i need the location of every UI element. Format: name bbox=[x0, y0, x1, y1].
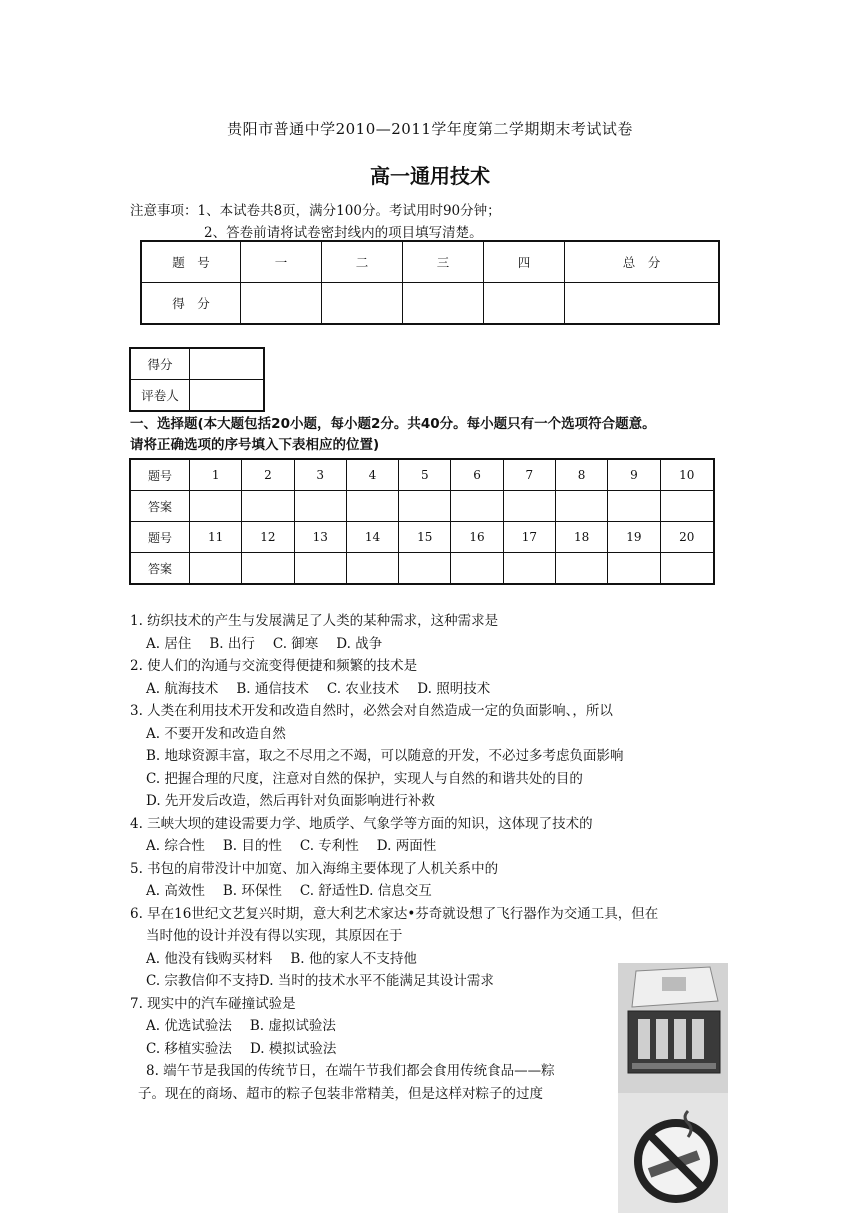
option: A. 高效性 bbox=[146, 883, 205, 899]
answer-cell[interactable] bbox=[399, 491, 451, 522]
answer-num-cell: 11 bbox=[190, 522, 242, 553]
option: D. 照明技术 bbox=[417, 680, 491, 697]
question-stem: 7. 现实中的汽车碰撞试验是 bbox=[130, 995, 296, 1012]
gift-box-photo-icon bbox=[618, 963, 728, 1093]
answer-label: 答案 bbox=[130, 491, 190, 522]
subject-title: 高一通用技术 bbox=[370, 164, 490, 188]
answer-cell[interactable] bbox=[451, 553, 503, 585]
answer-num-cell: 13 bbox=[294, 522, 346, 553]
answer-cell[interactable] bbox=[242, 553, 294, 585]
gift-box-photo-graphic bbox=[618, 963, 728, 1093]
answer-cell[interactable] bbox=[555, 553, 607, 585]
option: A. 综合性 bbox=[146, 838, 205, 854]
notice-line-2: 2、答卷前请将试卷密封线内的项目填写清楚。 bbox=[204, 225, 483, 241]
question-options bbox=[130, 880, 730, 903]
question-stem: 3. 人类在利用技术开发和改造自然时，必然会对自然造成一定的负面影响、，所以 bbox=[130, 703, 613, 719]
option: A. 优选试验法 bbox=[146, 1018, 232, 1034]
answer-table bbox=[129, 458, 715, 585]
option: D. 模拟试验法 bbox=[249, 1040, 337, 1057]
score-cell[interactable] bbox=[565, 283, 720, 325]
score-header-cell: 题 号 bbox=[141, 241, 241, 283]
score-cell[interactable] bbox=[241, 283, 322, 325]
answer-num-label: 题号 bbox=[130, 522, 190, 553]
option: B. 目的性 bbox=[222, 838, 282, 854]
option: D. 战争 bbox=[336, 635, 383, 652]
answer-cell[interactable] bbox=[190, 553, 242, 585]
question-stem: 2. 使人们的沟通与交流变得便捷和频繁的技术是 bbox=[130, 658, 418, 674]
answer-num-cell: 1 bbox=[190, 459, 242, 491]
answer-num-cell: 8 bbox=[555, 459, 607, 491]
answer-cell[interactable] bbox=[660, 491, 714, 522]
answer-num-cell: 6 bbox=[451, 459, 503, 491]
answer-cell[interactable] bbox=[555, 491, 607, 522]
option: C. 农业技术 bbox=[326, 680, 400, 697]
option: C. 把握合理的尺度，注意对自然的保护，实现人与自然的和谐共处的目的 bbox=[146, 770, 583, 787]
answer-num-cell: 10 bbox=[660, 459, 714, 491]
answer-num-cell: 2 bbox=[242, 459, 294, 491]
question-stem: 5. 书包的肩带没计中加宽、加入海绵主要体现了人机关系中的 bbox=[130, 860, 499, 877]
answer-num-cell: 18 bbox=[555, 522, 607, 553]
option: B. 他的家人不支持他 bbox=[290, 950, 417, 967]
no-smoking-sign-icon bbox=[618, 1093, 728, 1213]
answer-num-cell: 5 bbox=[399, 459, 451, 491]
question-options bbox=[130, 633, 730, 656]
answer-num-cell: 14 bbox=[346, 522, 398, 553]
score-row-label: 得 分 bbox=[141, 283, 241, 325]
option: A. 不要开发和改造自然 bbox=[146, 725, 286, 742]
answer-num-cell: 3 bbox=[294, 459, 346, 491]
answer-num-cell: 15 bbox=[399, 522, 451, 553]
score-table bbox=[140, 240, 720, 325]
grader-score-cell[interactable] bbox=[190, 348, 265, 380]
score-header-cell: 总 分 bbox=[565, 241, 720, 283]
option: B. 出行 bbox=[209, 635, 255, 652]
grader-name-label: 评卷人 bbox=[130, 380, 190, 412]
grader-score-label: 得分 bbox=[130, 348, 190, 380]
score-header-cell: 三 bbox=[403, 241, 484, 283]
answer-cell[interactable] bbox=[294, 491, 346, 522]
question-stem: 6. 早在16世纪文艺复兴时期，意大利艺术家达•芬奇就设想了飞行器作为交通工具，但在 bbox=[130, 905, 659, 922]
section-title-line-2: 请将正确选项的序号填入下表相应的位置) bbox=[130, 437, 380, 453]
section-title-line-1: 一、选择题(本大题包括20小题，每小题2分。共40分。每小题只有一个选项符合题意。 bbox=[130, 416, 656, 432]
option: B. 地球资源丰富，取之不尽用之不竭，可以随意的开发，不必过多考虑负面影响 bbox=[146, 748, 624, 764]
option: D. 两面性 bbox=[376, 838, 437, 854]
question-stem: 4. 三峡大坝的建设需要力学、地质学、气象学等方面的知识，这体现了技术的 bbox=[130, 815, 593, 832]
option: C. 专利性 bbox=[299, 838, 359, 854]
question-stem: 1. 纺织技术的产生与发展满足了人类的某种需求，这种需求是 bbox=[130, 613, 499, 629]
option: C. 御寒 bbox=[272, 635, 319, 652]
answer-cell[interactable] bbox=[503, 553, 555, 585]
question-options bbox=[130, 835, 730, 858]
answer-cell[interactable] bbox=[451, 491, 503, 522]
question-stem-continued: 当时他的设计并没有得以实现，其原因在于 bbox=[146, 928, 403, 944]
option: D. 先开发后改造，然后再针对负面影响进行补救 bbox=[146, 793, 435, 809]
option: A. 他没有钱购买材料 bbox=[146, 950, 273, 967]
answer-cell[interactable] bbox=[190, 491, 242, 522]
score-cell[interactable] bbox=[484, 283, 565, 325]
answer-cell[interactable] bbox=[346, 553, 398, 585]
answer-cell[interactable] bbox=[608, 553, 660, 585]
option: A. 居住 bbox=[146, 635, 192, 652]
question-options bbox=[130, 678, 730, 701]
answer-num-cell: 12 bbox=[242, 522, 294, 553]
grader-name-cell[interactable] bbox=[190, 380, 265, 412]
score-header-cell: 四 bbox=[484, 241, 565, 283]
answer-num-cell: 19 bbox=[608, 522, 660, 553]
option: C. 移植实验法 bbox=[146, 1040, 232, 1057]
option: B. 通信技术 bbox=[236, 680, 309, 697]
answer-cell[interactable] bbox=[242, 491, 294, 522]
answer-num-cell: 9 bbox=[608, 459, 660, 491]
no-smoking-sign-graphic bbox=[618, 1093, 728, 1213]
question-stem-continued: 子。现在的商场、超市的粽子包装非常精美，但是这样对粽子的过度 bbox=[138, 1085, 543, 1102]
grader-table bbox=[129, 347, 265, 412]
option: C. 宗教信仰不支持D. 当时的技术水平不能满足其设计需求 bbox=[146, 973, 494, 989]
answer-num-cell: 16 bbox=[451, 522, 503, 553]
score-cell[interactable] bbox=[322, 283, 403, 325]
answer-cell[interactable] bbox=[608, 491, 660, 522]
option: B. 虚拟试验法 bbox=[249, 1018, 336, 1034]
answer-cell[interactable] bbox=[294, 553, 346, 585]
notice-line-1: 注意事项：1、本试卷共8页，满分100分。考试用时90分钟； bbox=[130, 203, 501, 219]
score-header-cell: 一 bbox=[241, 241, 322, 283]
answer-num-cell: 17 bbox=[503, 522, 555, 553]
section-title bbox=[130, 414, 730, 456]
answer-num-cell: 7 bbox=[503, 459, 555, 491]
answer-num-label: 题号 bbox=[130, 459, 190, 491]
score-cell[interactable] bbox=[403, 283, 484, 325]
answer-cell[interactable] bbox=[660, 553, 714, 585]
option: C. 舒适性D. 信息交互 bbox=[299, 883, 432, 899]
score-header-cell: 二 bbox=[322, 241, 403, 283]
exam-title: 贵阳市普通中学2010—2011学年度第二学期期末考试试卷 bbox=[227, 120, 633, 138]
option: B. 环保性 bbox=[222, 883, 282, 899]
option: A. 航海技术 bbox=[146, 680, 219, 697]
question-stem: 8. 端午节是我国的传统节日，在端午节我们都会食用传统食品——粽 bbox=[146, 1063, 555, 1079]
answer-label: 答案 bbox=[130, 553, 190, 585]
answer-cell[interactable] bbox=[399, 553, 451, 585]
answer-cell[interactable] bbox=[503, 491, 555, 522]
answer-num-cell: 20 bbox=[660, 522, 714, 553]
answer-num-cell: 4 bbox=[346, 459, 398, 491]
answer-cell[interactable] bbox=[346, 491, 398, 522]
